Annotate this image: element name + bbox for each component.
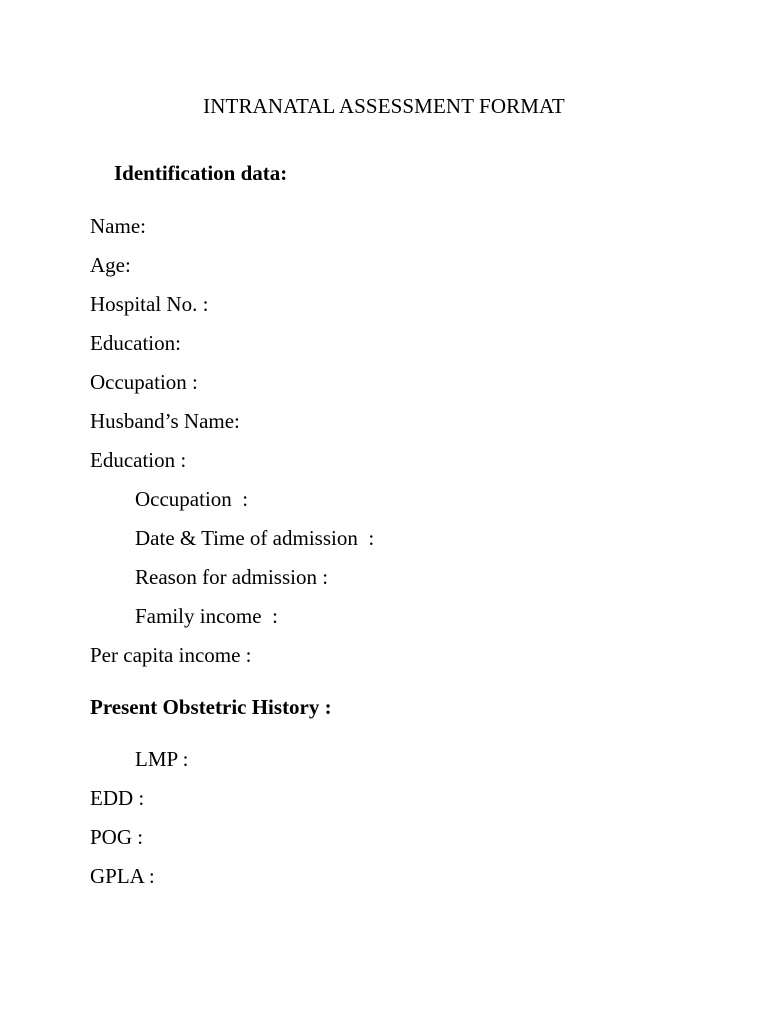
- field-edd: EDD :: [90, 786, 145, 810]
- field-husband-education: Education :: [90, 448, 187, 472]
- field-occupation: Occupation :: [90, 370, 198, 394]
- field-education: Education:: [90, 331, 181, 355]
- field-pog: POG :: [90, 825, 144, 849]
- obstetric-history-heading: Present Obstetric History :: [90, 695, 332, 719]
- field-lmp: LMP :: [135, 747, 189, 771]
- field-per-capita-income: Per capita income :: [90, 643, 252, 667]
- field-admission-reason: Reason for admission :: [135, 565, 329, 589]
- field-gpla: GPLA :: [90, 864, 155, 888]
- field-hospital-no: Hospital No. :: [90, 292, 209, 316]
- field-husband-occupation: Occupation :: [135, 487, 249, 511]
- identification-heading: Identification data:: [114, 161, 288, 185]
- field-admission-datetime: Date & Time of admission :: [135, 526, 375, 550]
- field-name: Name:: [90, 214, 146, 238]
- document-title: INTRANATAL ASSESSMENT FORMAT: [203, 94, 565, 118]
- field-age: Age:: [90, 253, 131, 277]
- field-family-income: Family income :: [135, 604, 278, 628]
- field-husbands-name: Husband’s Name:: [90, 409, 240, 433]
